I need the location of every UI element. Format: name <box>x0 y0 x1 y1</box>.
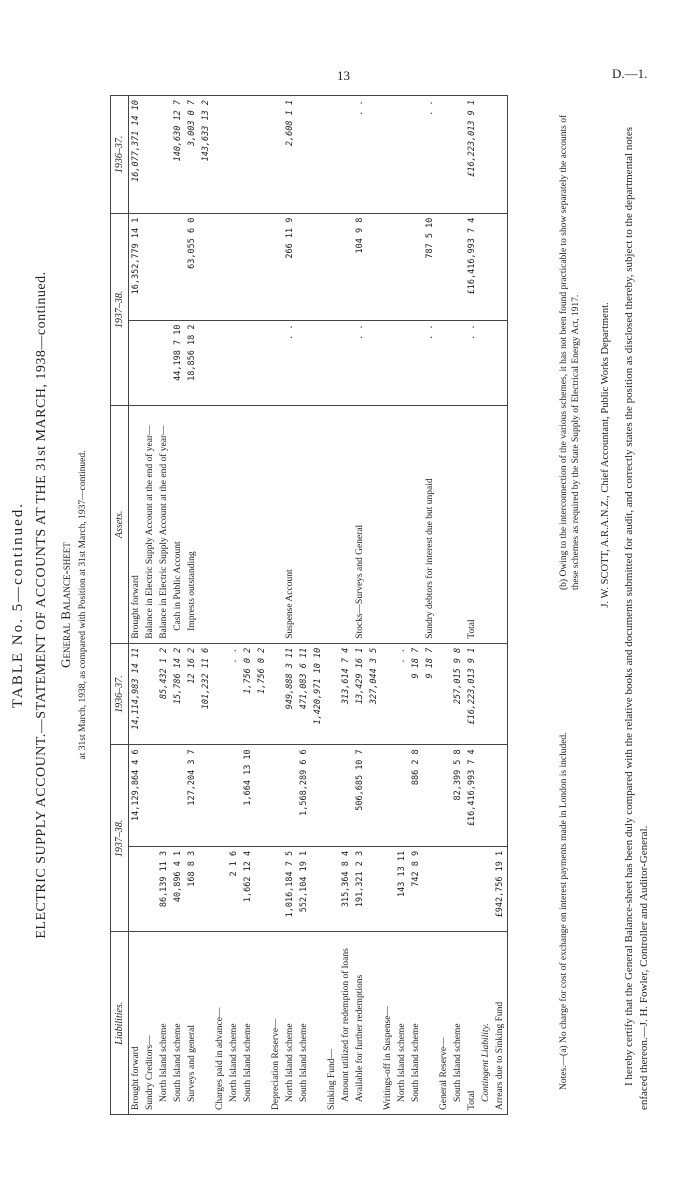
empty-cell <box>325 406 339 644</box>
liability-item-amount <box>479 846 493 932</box>
liability-item-amount <box>311 846 325 932</box>
statement-title: ELECTRIC SUPPLY ACCOUNT.—STATEMENT OF ACCOUNTS AT THE 31st MARCH, 1938—continued. <box>34 271 49 939</box>
liability-label <box>255 932 269 1115</box>
liability-1937-amount: 85,432 1 2 <box>157 643 171 745</box>
table-row <box>465 96 479 1115</box>
liability-item-amount <box>451 846 465 932</box>
liability-1937-amount: £16,223,013 9 1 <box>465 643 479 745</box>
liability-1937-amount: 13,429 16 1 <box>353 643 367 745</box>
empty-cell <box>255 213 269 320</box>
asset-item-amount <box>157 320 171 406</box>
liability-item-amount <box>325 846 339 932</box>
table-row <box>437 96 451 1115</box>
liability-1938-total: 506,685 10 7 <box>353 745 367 847</box>
asset-1937-amount <box>143 96 157 214</box>
empty-cell <box>241 213 255 320</box>
asset-item-amount: . . <box>465 320 479 406</box>
table-row <box>227 96 241 1115</box>
liability-1938-total <box>171 745 185 847</box>
table-row <box>199 96 213 1115</box>
table-row <box>353 96 367 1115</box>
liability-1937-amount: . . <box>395 643 409 745</box>
empty-cell <box>269 213 283 320</box>
empty-cell <box>409 320 423 406</box>
asset-1937-amount: . . <box>423 96 437 214</box>
assets-1938-header: 1937–38. <box>111 213 129 405</box>
table-row <box>493 96 508 1115</box>
liability-1938-total: £16,416,993 7 4 <box>465 745 479 847</box>
table-row <box>479 96 493 1115</box>
asset-1937-amount: 16,077,371 14 10 <box>129 96 144 214</box>
table-row <box>185 96 199 1115</box>
asset-1937-amount: 2,608 1 1 <box>283 96 297 214</box>
empty-cell <box>479 213 493 320</box>
empty-cell <box>269 320 283 406</box>
liability-1938-total: 1,568,289 6 6 <box>297 745 311 847</box>
liability-1938-total <box>493 745 508 847</box>
empty-cell <box>269 406 283 644</box>
liability-1937-amount: 1,420,971 10 10 <box>311 643 325 745</box>
table-row <box>269 96 283 1115</box>
table-row <box>367 96 381 1115</box>
liability-1938-total <box>311 745 325 847</box>
asset-label: Suspense Account <box>283 406 297 644</box>
empty-cell <box>493 406 508 644</box>
note-b: (b) Owing to the interconnection of the various schemes, it has not been found practicable to show separately the accounts of these schemes as required by the State Supply of Electrical Energy Act, 1917. <box>559 114 581 590</box>
liability-1938-total <box>199 745 213 847</box>
empty-cell <box>381 320 395 406</box>
empty-cell <box>227 406 241 644</box>
liability-label: Writings-off in Suspense— <box>381 932 395 1115</box>
liability-1938-total <box>367 745 381 847</box>
liability-label: North Island scheme <box>157 932 171 1115</box>
liability-1938-total <box>479 745 493 847</box>
table-row <box>311 96 325 1115</box>
note-a: Notes.—(a) No charge for cost of exchange on interest payments made in London is included. <box>559 732 569 1090</box>
empty-cell <box>381 213 395 320</box>
empty-cell <box>395 96 409 214</box>
empty-cell <box>213 320 227 406</box>
empty-cell <box>311 320 325 406</box>
liability-1938-total <box>255 745 269 847</box>
liability-item-amount <box>143 846 157 932</box>
asset-1938-total: £16,416,993 7 4 <box>465 213 479 320</box>
empty-cell <box>311 96 325 214</box>
asset-1938-total <box>199 213 213 320</box>
asset-label: Sundry debtors for interest due but unpaid <box>423 406 437 644</box>
table-row <box>381 96 395 1115</box>
liability-1937-amount <box>269 643 283 745</box>
liability-label: Brought forward <box>129 932 144 1115</box>
empty-cell <box>339 320 353 406</box>
empty-cell <box>381 96 395 214</box>
liability-1937-amount: 327,044 3 5 <box>367 643 381 745</box>
liability-1937-amount <box>213 643 227 745</box>
document-code: D.—1. <box>612 66 648 81</box>
empty-cell <box>493 320 508 406</box>
empty-cell <box>213 406 227 644</box>
table-row <box>339 96 353 1115</box>
liability-1938-total <box>213 745 227 847</box>
liability-item-amount: 191,321 2 3 <box>353 846 367 932</box>
asset-label <box>199 406 213 644</box>
liability-1937-amount: 101,232 11 6 <box>199 643 213 745</box>
liability-label: Available for further redemptions <box>353 932 367 1115</box>
liability-1937-amount <box>381 643 395 745</box>
assets-header: Assets. <box>111 406 129 644</box>
table-row <box>283 96 297 1115</box>
page-number: 13 <box>337 68 350 83</box>
liability-label <box>311 932 325 1115</box>
liability-1938-total: 82,399 5 8 <box>451 745 465 847</box>
liability-item-amount: 315,364 8 4 <box>339 846 353 932</box>
table-row <box>157 96 171 1115</box>
empty-cell <box>409 96 423 214</box>
table-row <box>409 96 423 1115</box>
asset-item-amount: . . <box>283 320 297 406</box>
empty-cell <box>395 406 409 644</box>
accountant-signature: J. W. SCOTT, A.R.A.N.Z., Chief Accountant, Public Works Department. <box>600 302 611 608</box>
asset-label: Total <box>465 406 479 644</box>
table-row <box>395 96 409 1115</box>
liability-1938-total: 886 2 8 <box>409 745 423 847</box>
liability-label: Total <box>465 932 479 1115</box>
empty-cell <box>367 320 381 406</box>
liability-label: General Reserve— <box>437 932 451 1115</box>
liability-label: Arrears due to Sinking Fund <box>493 932 508 1115</box>
empty-cell <box>409 406 423 644</box>
table-row <box>451 96 465 1115</box>
liability-1938-total <box>269 745 283 847</box>
empty-cell <box>213 96 227 214</box>
empty-cell <box>325 96 339 214</box>
liability-1938-total <box>143 745 157 847</box>
liability-item-amount: 86,139 11 3 <box>157 846 171 932</box>
empty-cell <box>241 406 255 644</box>
asset-item-amount <box>199 320 213 406</box>
liability-label: North Island scheme <box>283 932 297 1115</box>
empty-cell <box>339 96 353 214</box>
empty-cell <box>451 320 465 406</box>
liability-1937-amount: 15,786 14 2 <box>171 643 185 745</box>
liability-1937-amount: . . <box>227 643 241 745</box>
asset-label: Stocks—Surveys and General <box>353 406 367 644</box>
liability-1937-amount <box>479 643 493 745</box>
liability-1938-total <box>325 745 339 847</box>
empty-cell <box>297 406 311 644</box>
liability-item-amount <box>423 846 437 932</box>
liability-1937-amount: 9 18 7 <box>409 643 423 745</box>
liability-label: South Island scheme <box>171 932 185 1115</box>
liability-item-amount <box>269 846 283 932</box>
liability-item-amount <box>199 846 213 932</box>
liability-item-amount: 742 8 9 <box>409 846 423 932</box>
liability-item-amount: £942,756 19 1 <box>493 846 508 932</box>
asset-item-amount <box>129 320 144 406</box>
liability-item-amount <box>465 846 479 932</box>
liability-1937-amount <box>325 643 339 745</box>
empty-cell <box>297 320 311 406</box>
table-row <box>255 96 269 1115</box>
liability-item-amount: 168 8 3 <box>185 846 199 932</box>
table-row <box>171 96 185 1115</box>
empty-cell <box>367 96 381 214</box>
liability-item-amount: 1,662 12 4 <box>241 846 255 932</box>
empty-cell <box>437 406 451 644</box>
asset-1937-amount: 140,630 12 7 <box>171 96 185 214</box>
table-row <box>241 96 255 1115</box>
empty-cell <box>269 96 283 214</box>
empty-cell <box>255 320 269 406</box>
table-number: TABLE No. 5—continued. <box>10 501 26 709</box>
asset-1937-amount: £16,223,013 9 1 <box>465 96 479 214</box>
liability-label: Amount utilized for redemption of loans <box>339 932 353 1115</box>
empty-cell <box>311 213 325 320</box>
liability-item-amount: 40,896 4 1 <box>171 846 185 932</box>
liability-item-amount <box>255 846 269 932</box>
liability-1937-amount: 14,114,983 14 11 <box>129 643 144 745</box>
table-row <box>129 96 144 1115</box>
asset-1937-amount: . . <box>353 96 367 214</box>
empty-cell <box>325 320 339 406</box>
asset-1938-total <box>143 213 157 320</box>
asset-1938-total: 787 5 10 <box>423 213 437 320</box>
asset-item-amount: 18,856 18 2 <box>185 320 199 406</box>
liability-label: South Island scheme <box>409 932 423 1115</box>
empty-cell <box>297 213 311 320</box>
asset-1938-total: 104 9 8 <box>353 213 367 320</box>
liability-1938-total <box>395 745 409 847</box>
liability-1937-amount: 1,756 0 2 <box>241 643 255 745</box>
empty-cell <box>409 213 423 320</box>
balance-sheet-table <box>110 95 508 1115</box>
asset-label: Balance in Electric Supply Account at the end of year— <box>143 406 157 644</box>
liability-item-amount: 1,016,184 7 5 <box>283 846 297 932</box>
liability-label <box>367 932 381 1115</box>
asset-1938-total: 63,055 6 0 <box>185 213 199 320</box>
liability-1938-total <box>339 745 353 847</box>
liability-1937-amount <box>437 643 451 745</box>
liability-label <box>423 932 437 1115</box>
asset-label: Brought forward <box>129 406 144 644</box>
comparison-subtitle: at 31st March, 1938, as compared with Position at 31st March, 1937—continued. <box>78 450 88 760</box>
liability-label <box>199 932 213 1115</box>
empty-cell <box>493 96 508 214</box>
liability-1937-amount: 313,614 7 4 <box>339 643 353 745</box>
empty-cell <box>227 320 241 406</box>
header-row <box>111 96 129 1115</box>
empty-cell <box>241 96 255 214</box>
asset-label: Balance in Electric Supply Account at the end of year— <box>157 406 171 644</box>
empty-cell <box>339 406 353 644</box>
liability-item-amount: 143 13 11 <box>395 846 409 932</box>
empty-cell <box>367 213 381 320</box>
liability-label: Sinking Fund— <box>325 932 339 1115</box>
audit-certificate: I hereby certify that the General Balance-sheet has been duly compared with the relative books and documents submitted for audit, and correctly states the position as disclosed thereby, subject to the departmental notes enfaced thereon.—J. H. Fowler, Controller and Auditor-General. <box>623 126 650 1110</box>
liability-label: Charges paid in advance— <box>213 932 227 1115</box>
asset-1938-total: 266 11 9 <box>283 213 297 320</box>
liability-item-amount <box>129 846 144 932</box>
empty-cell <box>227 213 241 320</box>
asset-label: Cash in Public Account <box>171 406 185 644</box>
asset-item-amount: 44,198 7 10 <box>171 320 185 406</box>
liability-1938-total <box>283 745 297 847</box>
liability-label: South Island scheme <box>297 932 311 1115</box>
asset-1938-total <box>171 213 185 320</box>
liability-1937-amount <box>493 643 508 745</box>
liability-item-amount <box>381 846 395 932</box>
empty-cell <box>451 96 465 214</box>
liabilities-1937-header: 1936–37. <box>111 643 129 745</box>
liability-item-amount: 2 1 6 <box>227 846 241 932</box>
liability-1937-amount <box>143 643 157 745</box>
empty-cell <box>325 213 339 320</box>
empty-cell <box>479 320 493 406</box>
empty-cell <box>297 96 311 214</box>
liability-1937-amount: 949,888 3 11 <box>283 643 297 745</box>
liability-label: Contingent Liability. <box>479 932 493 1115</box>
empty-cell <box>493 213 508 320</box>
rotated-page-content <box>10 60 670 1150</box>
asset-1938-total <box>157 213 171 320</box>
liability-item-amount <box>367 846 381 932</box>
liability-1938-total: 1,664 13 10 <box>241 745 255 847</box>
empty-cell <box>451 406 465 644</box>
empty-cell <box>437 320 451 406</box>
liability-item-amount: 552,104 19 1 <box>297 846 311 932</box>
liability-item-amount <box>213 846 227 932</box>
liability-label: South Island scheme <box>241 932 255 1115</box>
empty-cell <box>479 96 493 214</box>
liability-label: North Island scheme <box>227 932 241 1115</box>
liability-1937-amount: 1,756 0 2 <box>255 643 269 745</box>
empty-cell <box>437 213 451 320</box>
liability-item-amount <box>437 846 451 932</box>
asset-1937-amount <box>157 96 171 214</box>
empty-cell <box>241 320 255 406</box>
liability-1938-total <box>423 745 437 847</box>
table-row <box>297 96 311 1115</box>
liability-1938-total <box>381 745 395 847</box>
empty-cell <box>381 406 395 644</box>
empty-cell <box>255 406 269 644</box>
asset-1937-amount: 143,633 13 2 <box>199 96 213 214</box>
empty-cell <box>437 96 451 214</box>
liability-1938-total <box>437 745 451 847</box>
empty-cell <box>479 406 493 644</box>
asset-item-amount: . . <box>423 320 437 406</box>
table-row <box>213 96 227 1115</box>
balance-sheet-body <box>129 96 508 1115</box>
liability-label: South Island scheme <box>451 932 465 1115</box>
empty-cell <box>311 406 325 644</box>
asset-item-amount <box>143 320 157 406</box>
liability-1937-amount: 12 16 2 <box>185 643 199 745</box>
liability-1937-amount: 9 18 7 <box>423 643 437 745</box>
liability-label: Sundry Creditors— <box>143 932 157 1115</box>
balance-sheet-subtitle: General Balance-sheet <box>58 542 73 668</box>
empty-cell <box>213 213 227 320</box>
empty-cell <box>395 213 409 320</box>
liability-1938-total <box>227 745 241 847</box>
liability-label: North Island scheme <box>395 932 409 1115</box>
liabilities-1938-header: 1937–38. <box>111 745 129 932</box>
asset-item-amount: . . <box>353 320 367 406</box>
empty-cell <box>227 96 241 214</box>
liability-label: Surveys and general <box>185 932 199 1115</box>
table-row <box>143 96 157 1115</box>
liability-1937-amount: 257,015 9 8 <box>451 643 465 745</box>
asset-1937-amount: 3,003 0 7 <box>185 96 199 214</box>
empty-cell <box>255 96 269 214</box>
empty-cell <box>339 213 353 320</box>
empty-cell <box>451 213 465 320</box>
empty-cell <box>395 320 409 406</box>
asset-1938-total: 16,352,779 14 1 <box>129 213 144 320</box>
liability-1938-total: 127,204 3 7 <box>185 745 199 847</box>
liability-1938-total: 14,129,864 4 6 <box>129 745 144 847</box>
liability-1937-amount: 471,083 6 11 <box>297 643 311 745</box>
table-row <box>325 96 339 1115</box>
liabilities-header: Liabilities. <box>111 932 129 1115</box>
assets-1937-header: 1936–37. <box>111 96 129 214</box>
liability-1938-total <box>157 745 171 847</box>
table-row <box>423 96 437 1115</box>
empty-cell <box>367 406 381 644</box>
asset-label: Imprests outstanding <box>185 406 199 644</box>
liability-label: Depreciation Reserve— <box>269 932 283 1115</box>
